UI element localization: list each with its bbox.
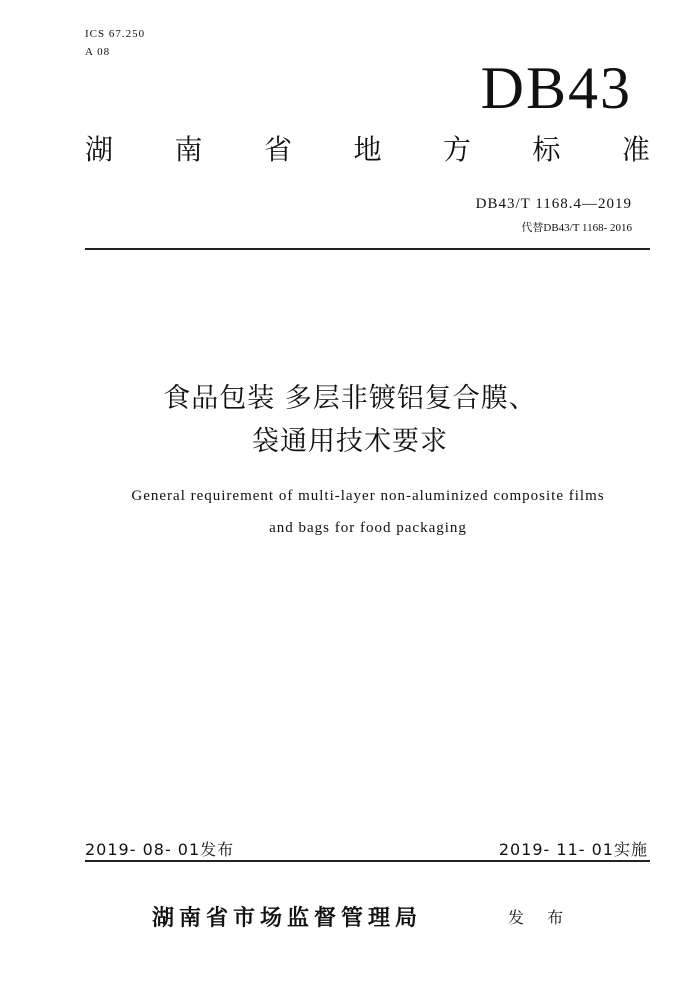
standard-code-logo: DB43 — [480, 55, 632, 121]
standard-number: DB43/T 1168.4—2019 — [475, 196, 632, 212]
standard-type-char: 湖 — [85, 133, 114, 166]
standard-type-char: 方 — [442, 133, 471, 166]
top-divider — [85, 248, 650, 250]
chinese-title-line-2: 袋通用技术要求 — [252, 426, 448, 457]
bottom-divider — [85, 860, 650, 862]
issuing-authority: 湖南省市场监督管理局 — [152, 906, 423, 931]
standard-type-char: 南 — [174, 133, 203, 166]
publish-label: 发 布 — [508, 908, 573, 927]
standard-type-char: 标 — [532, 133, 561, 166]
ics-code: ICS 67.250 — [85, 28, 146, 40]
implementation-date: 2019- 11- 01实施 — [498, 840, 648, 859]
chinese-title-line-1: 食品包装 多层非镀铝复合膜、 — [163, 383, 537, 414]
standard-type-char: 地 — [353, 133, 382, 166]
issue-date: 2019- 08- 01发布 — [85, 840, 235, 859]
standard-type-title — [85, 133, 650, 166]
standard-type-char: 省 — [263, 133, 292, 166]
classification-code: A 08 — [85, 46, 111, 58]
english-title-line-2: and bags for food packaging — [269, 520, 467, 536]
standard-type-char: 准 — [621, 133, 650, 166]
english-title-line-1: General requirement of multi-layer non-aluminized composite films — [131, 488, 605, 504]
replaces-standard: 代替DB43/T 1168- 2016 — [521, 222, 632, 234]
